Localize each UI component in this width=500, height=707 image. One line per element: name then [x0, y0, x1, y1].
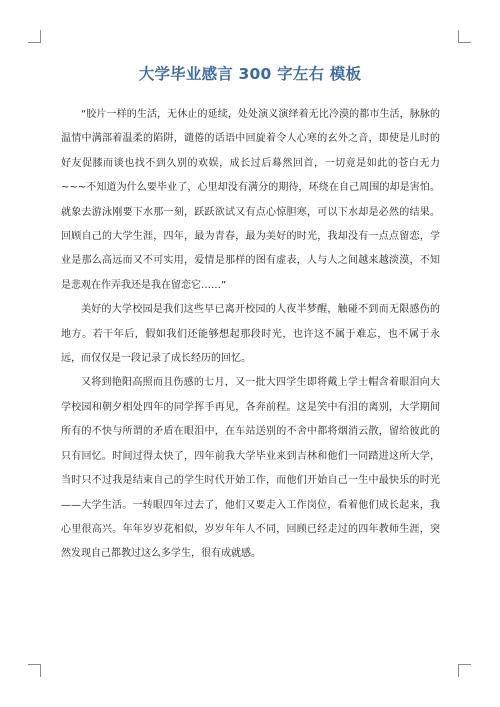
document-body [61, 103, 440, 567]
crop-mark-top-left [28, 30, 41, 43]
document-title: 大学毕业感言 300 字左右 模板 [138, 65, 362, 83]
crop-mark-bottom-right [458, 664, 471, 677]
crop-mark-top-right [458, 30, 471, 43]
paragraph-2: 美好的大学校园是我们这些早已离开校园的人夜半梦醒，触碰不到而无限感伤的地方。若干年后，假如我们还能够想起那段时光，也许这不属于难忘，也不属于永远，而仅仅是一段记录了成长经历的回忆。 [61, 304, 440, 365]
paragraph-1: “胶片一样的生活，无休止的延续，处处演义演绎着无比冷漠的都市生活，脉脉的温情中满部着温柔的陷阱，谴倦的话语中回旋着令人心寒的玄外之音，即使是儿时的好友促膝而谈也找不到久别的欢娱，成长过后蓦然回首，一切竟是如此的苍白无力~~~不知道为什么要毕业了，心里却没有满分的期待，环绕在自己周围的却是害怕。就象去游泳刚要下水那一刻，跃跃欲试又有点心惊胆寒，可以下水却是必然的结果。回顾自己的大学生涯，四年，最为青春，最为美好的时光，我却没有一点点留恋，学业是那么高远而又不可实用，爱情是那样的图有虚表，人与人之间越来越淡漠，不知是悲观在作弄我还是我在留恋它……” [61, 109, 440, 291]
paragraph-3: 又将到艳阳高照而且伤感的七月，又一批大四学生即将戴上学士帽含着眼泪向大学校园和朝夕相处四年的同学挥手再见，各奔前程。这是笑中有泪的离别，大学期间所有的不快与所谓的矛盾在眼泪中，在车站送别的不舍中都将烟消云散，留给彼此的只有回忆。时间过得太快了，四年前我大学毕业来到吉林和他们一同踏进这所大学，当时只不过我是结束自己的学生时代开始工作，而他们开始自己一生中最快乐的时光——大学生活。一转眼四年过去了，他们又要走入工作岗位，看着他们成长起来，我心里很高兴。年年岁岁花相似，岁岁年年人不同，回顾已经走过的四年教师生涯，突然发现自己都教过这么多学生，很有成就感。 [61, 377, 440, 560]
crop-mark-bottom-left [28, 664, 41, 677]
